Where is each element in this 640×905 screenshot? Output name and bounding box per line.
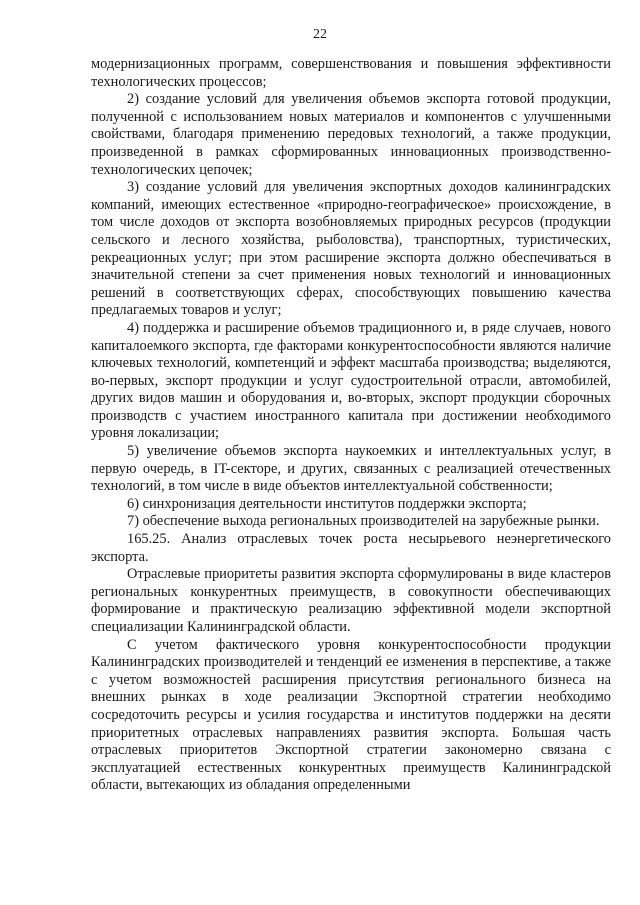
document-body — [91, 56, 611, 795]
paragraph: Отраслевые приоритеты развития экспорта сформулированы в виде кластеров региональных конкурентных преимуществ, в совокупности обеспечивающих формирование и практическую реализацию эффективной модели экспортной специализации Калининградской области. — [91, 566, 611, 635]
paragraph: 7) обеспечение выхода региональных производителей на зарубежные рынки. — [127, 513, 600, 530]
paragraph: 2) создание условий для увеличения объемов экспорта готовой продукции, полученной с использованием новых материалов и компонентов с улучшенными свойствами, благодаря применению передовых технологий, а также продукции, произведенной в рамках сформированных инновационных производственно-технологических цепочек; — [91, 91, 611, 178]
paragraph: С учетом фактического уровня конкурентоспособности продукции Калининградских производителей и тенденций ее изменения в перспективе, а также с учетом возможностей расширения присутствия регионального бизнеса на внешних рынках в ходе реализации Экспортной стратегии необходимо сосредоточить ресурсы и усилия государства и институтов поддержки на десяти приоритетных отраслевых направлениях развития экспорта. Большая часть отраслевых приоритетов Экспортной стратегии закономерно связана с эксплуатацией естественных конкурентных преимуществ Калининградской области, вытекающих из обладания определенными — [91, 636, 611, 794]
paragraph: модернизационных программ, совершенствования и повышения эффективности технологических процессов; — [91, 56, 611, 90]
paragraph: 3) создание условий для увеличения экспортных доходов калининградских компаний, имеющих естественное «природно-географическое» происхождение, в том числе доходов от экспорта возобновляемых природных ресурсов (продукции сельского и лесного хозяйства, рыболовства), транспортных, туристических, рекреационных услуг; при этом расширение экспорта должно обеспечиваться в значительной степени за счет применения новых технологий и инновационных решений в соответствующих сферах, способствующих повышению качества предлагаемых товаров и услуг; — [91, 179, 611, 319]
paragraph: 4) поддержка и расширение объемов традиционного и, в ряде случаев, нового капиталоемкого экспорта, где факторами конкурентоспособности являются наличие ключевых технологий, компетенций и эффект масштаба производства; выделяются, во-первых, экспорт продукции и услуг судостроительной отрасли, автомобилей, других видов машин и оборудования и, во-вторых, экспорт продукции сборочных производств с участием иностранного капитала при достижении необходимого уровня локализации; — [91, 319, 611, 442]
page-number: 22 — [313, 27, 327, 42]
paragraph: 5) увеличение объемов экспорта наукоемких и интеллектуальных услуг, в первую очередь, в IT-секторе, и других, связанных с реализацией отечественных технологий, в том числе в виде объектов интеллектуальной собственности; — [91, 443, 611, 495]
section-heading: 165.25. Анализ отраслевых точек роста несырьевого неэнергетического экспорта. — [91, 531, 611, 565]
paragraph: 6) синхронизация деятельности институтов поддержки экспорта; — [127, 495, 527, 512]
